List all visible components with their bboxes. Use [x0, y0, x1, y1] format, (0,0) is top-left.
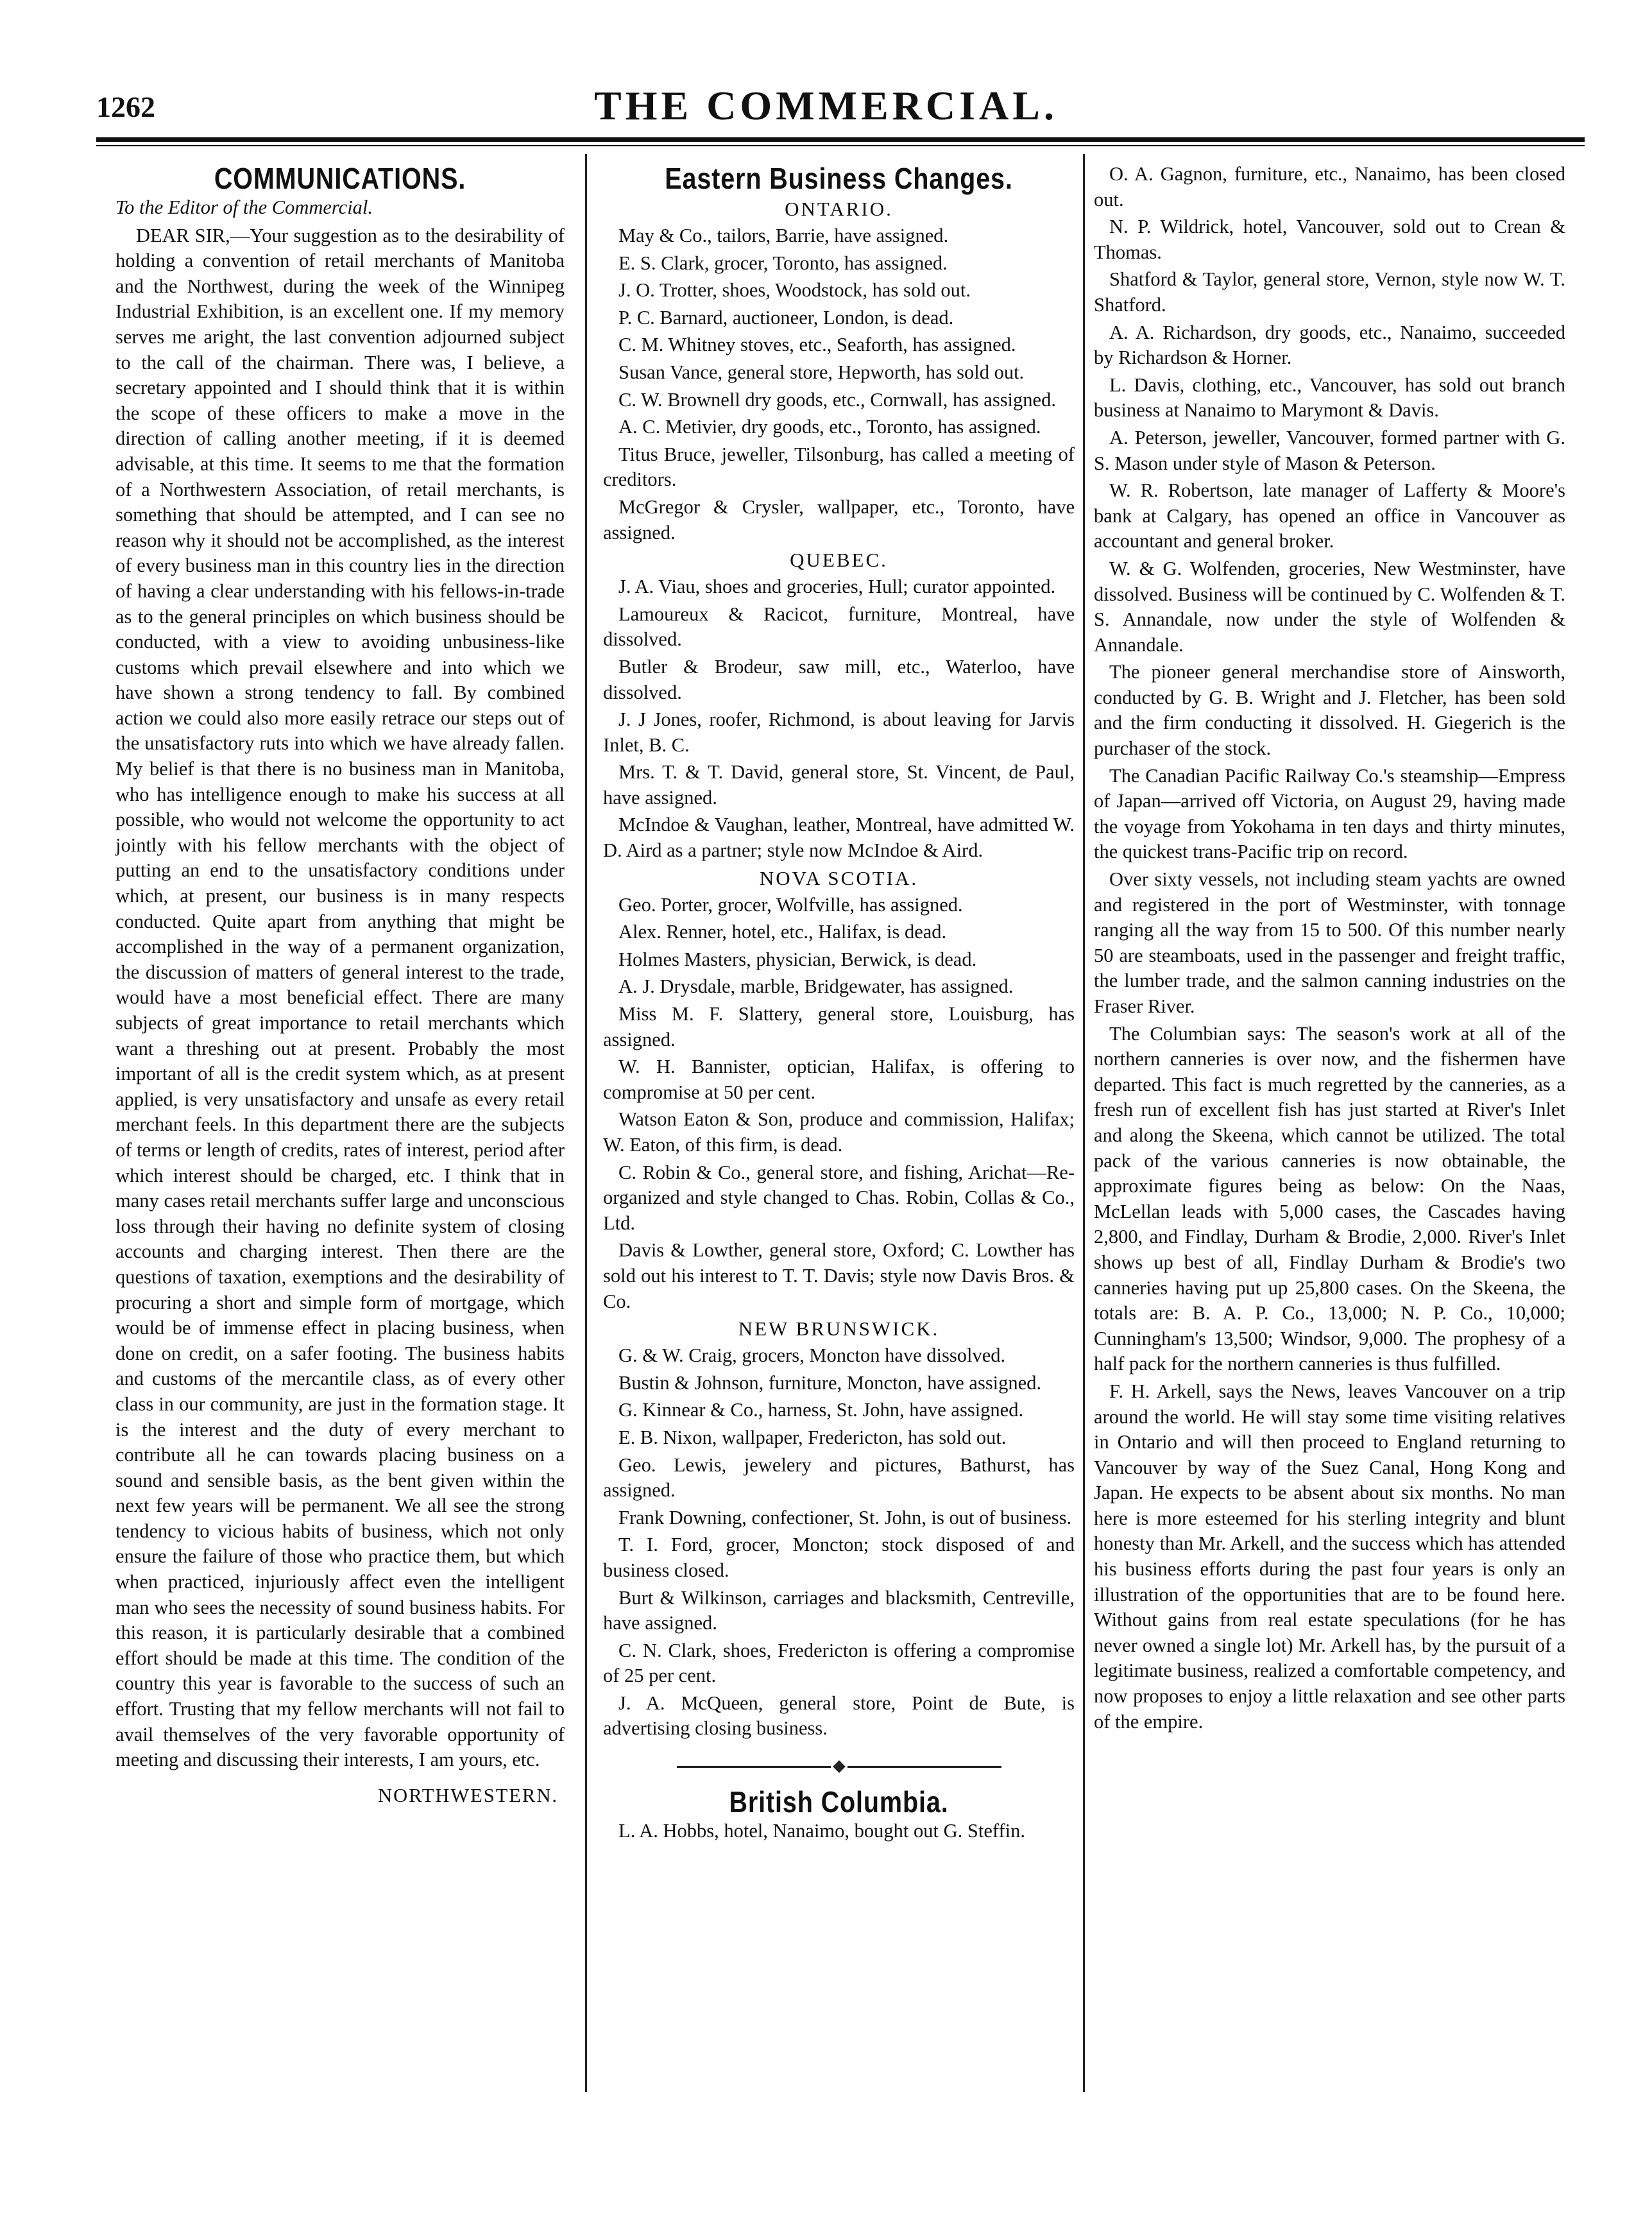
communications-heading: COMMUNICATIONS. — [214, 162, 466, 195]
business-change-item: Mrs. T. & T. David, general store, St. Vincent, de Paul, have assigned. — [603, 761, 1075, 809]
header-rule-thin — [96, 145, 1585, 146]
business-change-item: Burt & Wilkinson, carriages and blacksmith, Centreville, have assigned. — [603, 1586, 1075, 1634]
business-change-item: J. O. Trotter, shoes, Woodstock, has sold out. — [618, 279, 971, 302]
business-change-item: J. A. McQueen, general store, Point de Bute, is advertising closing business. — [603, 1692, 1075, 1740]
letter-salutation: To the Editor of the Commercial. — [115, 196, 373, 218]
business-change-item: C. W. Brownell dry goods, etc., Cornwall, has assigned. — [618, 388, 1056, 411]
news-item: N. P. Wildrick, hotel, Vancouver, sold out to Crean & Thomas. — [1094, 216, 1565, 263]
letter-signature: NORTHWESTERN. — [378, 1784, 558, 1806]
business-change-item: L. A. Hobbs, hotel, Nanaimo, bought out G. Steffin. — [618, 1820, 1025, 1842]
business-change-item: G. & W. Craig, grocers, Moncton have dissolved. — [618, 1344, 1006, 1367]
section-ornament — [603, 1758, 1075, 1771]
news-item: The Canadian Pacific Railway Co.'s steamship—Empress of Japan—arrived off Victoria, on August 29, having made the voyage from Yokohama in ten days and thirty minutes, the quickest trans-Pacific trip on record. — [1094, 764, 1565, 863]
region-heading: NOVA SCOTIA. — [759, 866, 919, 889]
business-change-item: E. B. Nixon, wallpaper, Fredericton, has sold out. — [618, 1426, 1007, 1448]
letter-body: DEAR SIR,—Your suggestion as to the desirability of holding a convention of retail merchants of Manitoba and the Northwest, during the week of the Winnipeg Industrial Exhibition, is an excellent one. If my memory serves me aright, the last convention adjourned subject to the call of the chairman. There was, I believe, a secretary appointed and I should think that it is within the scope of these officers to make a move in the direction of calling another meeting, if it is deemed advisable, at this time. It seems to me that the formation of a Northwestern Association, of retail merchants, is something that should be attempted, and I can see no reason why it should not be accomplished, as the interest of every business man in this country lies in the direction of having a clear understanding with his fellows-in-trade as to the general principles on which business should be conducted, with a view to avoiding unbusiness-like customs which prevail elsewhere and into which we have shown a strong tendency to fall. By combined action we could also more easily retrace our steps out of the unsatisfactory ruts into which we have already fallen. My belief is that there is no business man in Manitoba, who has intelligence enough to make his success at all possible, who would not welcome the opportunity to act jointly with his fellow merchants with the object of putting an end to the unsatisfactory conditions under which, at present, our business is in many respects conducted. Quite apart from anything that might be accomplished in the way of a permanent organization, the discussion of matters of general interest to the trade, would have a most beneficial effect. There are many subjects of great importance to retail merchants which want a threshing out at present. Probably the most important of all is the credit system which, as at present applied, is very unsatisfactory and unsafe as every retail merchant feels. In this department there are the subjects of terms or length of credits, rates of interest, period after which interest should be charged, etc. I think that in many cases retail merchants suffer large and unconscious loss through their having no definite system of closing accounts and charging interest. Then there are the questions of taxation, exemptions and the desirability of procuring a short and simple form of mortgage, which would be of immense effect in placing business, when done on credit, on a safer footing. The business habits and customs of the mercantile class, as of every other class in our community, are just in the formation stage. It is the interest and the duty of every merchant to contribute all he can towards placing business on a sound and sensible basis, as the bent given within the next few years will be permanent. We all see the strong tendency to vicious habits of business, which not only ensure the failure of those who practice them, but which when practiced, injuriously affect even the intelligent man who sees the necessity of sound business habits. For this reason, it is particularly desirable that a combined effort should be made at this time. The condition of the country this year is favorable to the success of such an effort. Trusting that my fellow merchants will not fail to avail themselves of the very favorable opportunity of meeting and discussing their interests, I am yours, etc. — [115, 224, 565, 1771]
business-change-item: Frank Downing, confectioner, St. John, is out of business. — [618, 1506, 1072, 1529]
news-item: W. R. Robertson, late manager of Lafferty & Moore's bank at Calgary, has opened an office in Vancouver as accountant and general broker. — [1094, 479, 1565, 553]
eastern-changes-heading: Eastern Business Changes. — [665, 162, 1013, 195]
news-item: The Columbian says: The season's work at all of the northern canneries is over now, and the fishermen have departed. This fact is much regretted by the canneries, as a fresh run of excellent fish has just started at River's Inlet and along the Skeena, which cannot be utilized. The total pack of the various canneries is now obtainable, the approximate figures being as below: On the Naas, McLellan leads with 5,000 cases, the Cascades having 2,800, and Findlay, Durham & Brodie, 2,000. River's Inlet shows up best of all, Findlay Durham & Brodie's two canneries having put up 25,800 cases. On the Skeena, the totals are: B. A. P. Co., 13,000; N. P. Co., 10,000; Cunningham's 13,500; Windsor, 9,000. The prophesy of a half pack for the northern canneries is thus fulfilled. — [1094, 1022, 1565, 1375]
news-item: W. & G. Wolfenden, groceries, New Westminster, have dissolved. Business will be continued by C. Wolfenden & T. S. Annandale, now under the style of Wolfenden & Annandale. — [1094, 557, 1565, 656]
british-columbia-heading: British Columbia. — [729, 1785, 949, 1819]
business-change-item: W. H. Bannister, optician, Halifax, is offering to compromise at 50 per cent. — [603, 1056, 1075, 1103]
business-change-item: J. A. Viau, shoes and groceries, Hull; curator appointed. — [618, 576, 1056, 598]
business-change-item: Bustin & Johnson, furniture, Moncton, have assigned. — [618, 1371, 1042, 1394]
page-number: 1262 — [96, 90, 155, 123]
regions-list — [603, 196, 1075, 1742]
news-item: A. Peterson, jeweller, Vancouver, formed partner with G. S. Mason under style of Mason & Peterson. — [1094, 426, 1565, 474]
business-change-item: C. Robin & Co., general store, and fishing, Arichat—Re-organized and style changed to Chas. Robin, Collas & Co., Ltd. — [603, 1161, 1075, 1234]
bc-items-col2 — [603, 1819, 1075, 1844]
business-change-item: Titus Bruce, jeweller, Tilsonburg, has called a meeting of creditors. — [603, 443, 1075, 491]
news-item: Over sixty vessels, not including steam yachts are owned and registered in the port of Westminster, with tonnage ranging all the way from 15 to 500. Of this number nearly 50 are steamboats, used in the passenger and freight traffic, the lumber trade, and the salmon canning industries on the Fraser River. — [1094, 868, 1565, 1017]
business-change-item: Susan Vance, general store, Hepworth, has sold out. — [618, 361, 1025, 383]
business-change-item: A. C. Metivier, dry goods, etc., Toronto, has assigned. — [618, 416, 1041, 438]
business-change-item: McGregor & Crysler, wallpaper, etc., Toronto, have assigned. — [603, 495, 1075, 544]
business-change-item: J. J Jones, roofer, Richmond, is about leaving for Jarvis Inlet, B. C. — [603, 708, 1075, 756]
business-change-item: A. J. Drysdale, marble, Bridgewater, has assigned. — [618, 975, 1014, 998]
business-change-item: C. N. Clark, shoes, Fredericton is offering a compromise of 25 per cent. — [603, 1639, 1075, 1687]
business-change-item: C. M. Whitney stoves, etc., Seaforth, has assigned. — [618, 334, 1016, 356]
business-change-item: E. S. Clark, grocer, Toronto, has assigned. — [618, 252, 948, 274]
business-change-item: Geo. Porter, grocer, Wolfville, has assigned. — [618, 893, 963, 916]
business-change-item: Alex. Renner, hotel, etc., Halifax, is dead. — [618, 921, 947, 943]
header-rule-thick — [96, 137, 1585, 142]
column-communications — [115, 162, 565, 1808]
column-divider-2 — [1083, 154, 1085, 2092]
business-change-item: Butler & Brodeur, saw mill, etc., Waterloo, have dissolved. — [603, 655, 1075, 703]
business-change-item: Geo. Lewis, jewelery and pictures, Bathurst, has assigned. — [603, 1453, 1075, 1502]
news-item: O. A. Gagnon, furniture, etc., Nanaimo, has been closed out. — [1094, 163, 1565, 210]
business-change-item: Miss M. F. Slattery, general store, Louisburg, has assigned. — [603, 1003, 1075, 1050]
column-eastern-changes — [603, 162, 1075, 1846]
business-change-item: Watson Eaton & Son, produce and commission, Halifax; W. Eaton, of this firm, is dead. — [603, 1108, 1075, 1156]
business-change-item: Holmes Masters, physician, Berwick, is dead. — [618, 948, 977, 970]
business-change-item: P. C. Barnard, auctioneer, London, is dead. — [618, 306, 954, 329]
news-item: Shatford & Taylor, general store, Vernon, style now W. T. Shatford. — [1094, 268, 1565, 316]
region-heading: ONTARIO. — [785, 198, 893, 220]
business-change-item: May & Co., tailors, Barrie, have assigned. — [618, 225, 949, 246]
business-change-item: G. Kinnear & Co., harness, St. John, have assigned. — [618, 1399, 1024, 1421]
masthead: THE COMMERCIAL. — [594, 83, 1058, 128]
news-item: A. A. Richardson, dry goods, etc., Nanaimo, succeeded by Richardson & Horner. — [1094, 321, 1565, 369]
region-heading: QUEBEC. — [790, 549, 888, 572]
business-change-item: Davis & Lowther, general store, Oxford; C. Lowther has sold out his interest to T. T. Davis; style now Davis Bros. & Co. — [603, 1239, 1075, 1312]
news-item: L. Davis, clothing, etc., Vancouver, has sold out branch business at Nanaimo to Marymont & Davis. — [1094, 373, 1565, 422]
region-heading: NEW BRUNSWICK. — [738, 1317, 940, 1341]
bc-items-col3 — [1094, 162, 1565, 1735]
news-item: F. H. Arkell, says the News, leaves Vancouver on a trip around the world. He will stay some time visiting relatives in Ontario and will then proceed to England returning to Vancouver by way of the Suez Canal, Hong Kong and Japan. He expects to be absent about six months. No man here is more esteemed for his sterling integrity and blunt honesty than Mr. Arkell, and the success which has attended his business efforts during the past four years is only an illustration of the opportunities that are to be found here. Without gains from real estate speculations (for he has never owned a single lot) Mr. Arkell has, by the pursuit of a legitimate business, realized a comfortable competency, and now proposes to enjoy a little relaxation and see other parts of the empire. — [1094, 1380, 1565, 1733]
news-item: The pioneer general merchandise store of Ainsworth, conducted by G. B. Wright and J. Fletcher, has been sold and the firm conducting it dissolved. H. Giegerich is the purchaser of the stock. — [1094, 661, 1565, 760]
column-british-columbia — [1094, 162, 1565, 1736]
business-change-item: T. I. Ford, grocer, Moncton; stock disposed of and business closed. — [603, 1534, 1075, 1581]
column-divider-1 — [585, 154, 587, 2092]
business-change-item: Lamoureux & Racicot, furniture, Montreal, have dissolved. — [603, 603, 1075, 651]
business-change-item: McIndoe & Vaughan, leather, Montreal, have admitted W. D. Aird as a partner; style now McIndoe & Aird. — [603, 814, 1075, 862]
